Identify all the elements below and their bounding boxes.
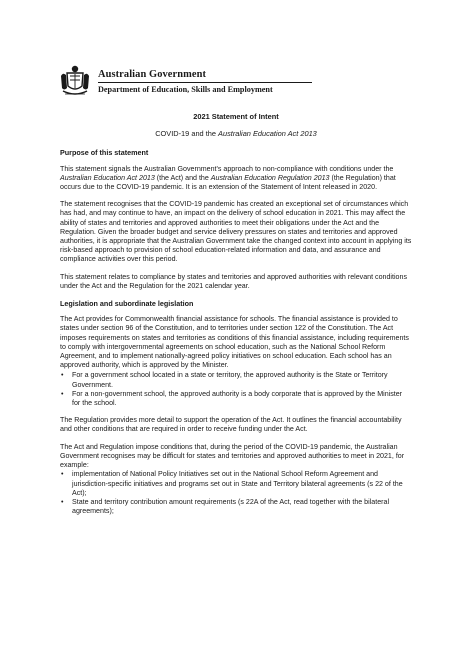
text-run: This statement signals the Australian Government's approach to non-compliance with conditions under the: [60, 164, 394, 173]
authority-bullet-list: [60, 371, 412, 408]
act-name: Australian Education Act 2013: [60, 173, 155, 182]
list-item: • For a non-government school, the approved authority is a body corporate that is approved by the Minister for the school.: [72, 390, 412, 408]
document-subtitle: [60, 129, 412, 138]
subtitle-text: COVID-19 and the: [155, 129, 219, 139]
legislation-paragraph-1: The Act provides for Commonwealth financial assistance for schools. The financial assistance is provided to states under section 96 of the Constitution, and to territories under section 122 of the Constitution. The Act imposes requirements on states and territories as conditions of this financial assistance, including requirements to comply with intergovernmental agreements on school education, such as the National School Reform Agreement, and to implement nationally-agreed policy initiatives on school education. Each school has an approved authority, which is approved by the Minister.: [60, 315, 409, 370]
document-body: [60, 112, 412, 524]
purpose-paragraph-2: The statement recognises that the COVID-19 pandemic has created an exceptional set of circumstances which has had, and may continue to have, an impact on the delivery of school education in 2021. This may affect the ability of states and territories and approved authorities to meet their obligations under the Act and the Regulation. Given the broader budget and service delivery pressures on states and territories and approved authorities, it is appropriate that the Australian Government take the changed context into account in applying its risk-based approach to provision of school education-related information and data, and assurance and compliance activities over this period.: [60, 200, 412, 264]
text-run: (the Act) and the: [154, 173, 211, 182]
department-name: Department of Education, Skills and Employment: [98, 85, 273, 94]
subtitle-act-name: Australian Education Act 2013: [218, 129, 317, 139]
government-name: Australian Government: [98, 69, 207, 80]
letterhead: [60, 64, 360, 100]
section-heading-legislation: Legislation and subordinate legislation: [60, 299, 194, 309]
list-item: • State and territory contribution amount requirements (s 22A of the Act, read together with the bilateral agreements);: [72, 498, 412, 516]
purpose-paragraph-1: [60, 165, 412, 193]
document-title: 2021 Statement of Intent: [193, 112, 279, 121]
regulation-name: Australian Education Regulation 2013: [210, 173, 330, 182]
text-run: (the Regulation) that occurs due to the COVID-19 pandemic. It is an extension of the Statement of Intent released in 2020.: [60, 173, 396, 192]
conditions-bullet-list: [60, 470, 412, 516]
legislation-paragraph-3: The Act and Regulation impose conditions that, during the period of the COVID-19 pandemic, the Australian Government recognises may be difficult for states and territories and approved authorities to meet in 2021, for example:: [60, 442, 405, 470]
list-item: • For a government school located in a state or territory, the approved authority is the State or Territory Government.: [72, 371, 412, 389]
purpose-paragraph-3: This statement relates to compliance by states and territories and approved authorities with relevant conditions under the Act and the Regulation for the 2021 calendar year.: [60, 272, 407, 290]
letterhead-rule: [98, 82, 312, 83]
section-heading-purpose: Purpose of this statement: [60, 148, 149, 158]
legislation-paragraph-2: The Regulation provides more detail to support the operation of the Act. It outlines the financial accountability and other conditions that are required in order to receive funding under the Act.: [60, 416, 402, 434]
coat-of-arms-icon: [60, 64, 90, 98]
list-item: • implementation of National Policy Initiatives set out in the National School Reform Agreement and jurisdiction-specific initiatives and programs set out in State and Territory bilateral agreements (s 22 of the Act);: [72, 470, 412, 498]
